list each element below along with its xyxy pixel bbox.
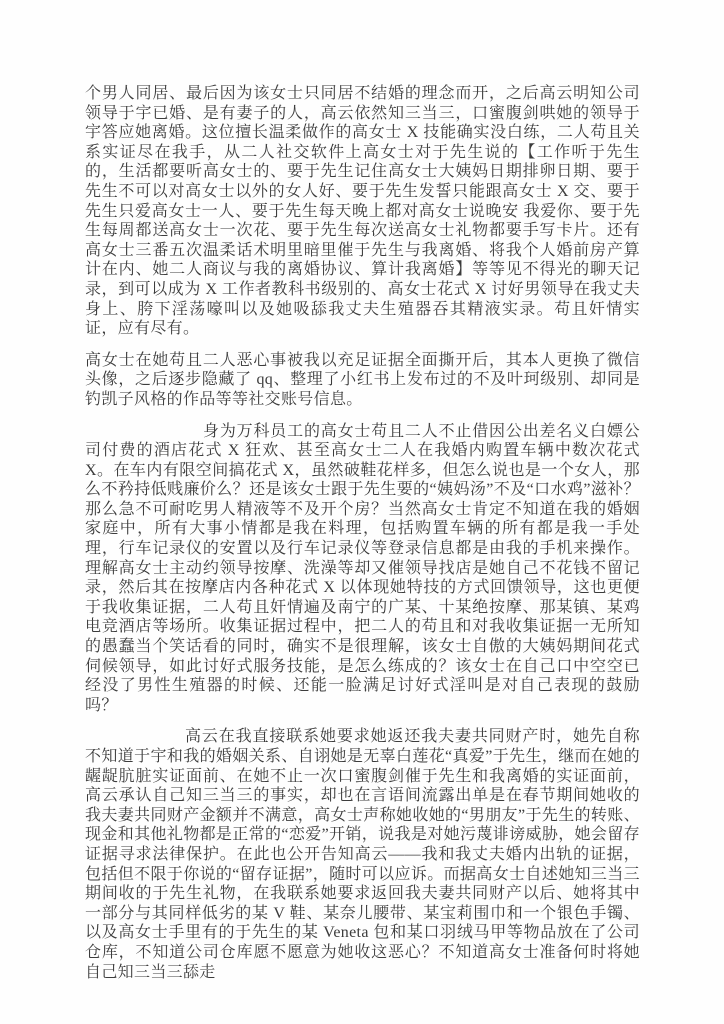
paragraph-3: 身为万科员工的高女士苟且二人不止借因公出差名义白嫖公司付费的酒店花式 X 狂欢、甚至高女士二人在我婚内购置车辆中数次花式 X。在车内有限空间搞花式 X，虽然破鞋花样多，但怎么说也是一个女人，那么不矜持低贱廉价么？还是该女士跟于先生要的“姨妈汤”不及“口水鸡”滋补？那么急不可耐吃男人精液等不及开个房？当然高女士肯定不知道在我的婚姻家庭中，所有大事小情都是我在料理，包括购置车辆的所有都是我一手处理，行车记录仪的安置以及行车记录仪等登录信息都是由我的手机来操作。理解高女士主动约领导按摩、洗澡等却又催领导找店是她自己不花钱不留记录，然后其在按摩店内各种花式 X 以体现她特技的方式回馈领导，这也更便于我收集证据，二人苟且奸情遍及南宁的广某、十某绝按摩、那某镇、某鸡电竞酒店等场所。收集证据过程中，把二人的苟且和对我收集证据一无所知的愚蠢当个笑话看的同时，确实不是很理解，该女士自傲的大姨妈期间花式伺候领导，如此讨好式服务技能，是怎么练成的？该女士在自己口中空空已经没了男性生殖器的时候、还能一脸满足讨好式淫叫是对自己表现的鼓励吗？ — [85, 422, 640, 714]
document-text-block — [85, 84, 640, 982]
paragraph-2: 高女士在她苟且二人恶心事被我以充足证据全面撕开后，其本人更换了微信头像，之后逐步隐藏了 qq、整理了小红书上发布过的不及叶珂级别、却同是钓凯子风格的作品等等社交账号信息。 — [85, 351, 640, 408]
paragraph-4: 高云在我直接联系她要求她返还我夫妻共同财产时，她先自称不知道于宇和我的婚姻关系、自诩她是无辜白莲花“真爱”于先生，继而在她的龌龊肮脏实证面前、在她不止一次口蜜腹剑催于先生和我离婚的实证面前，高云承认自己知三当三的事实，却也在言语间流露出单是在春节期间她收的我夫妻共同财产金额并不满意，高女士声称她收她的“男朋友”于先生的转账、现金和其他礼物都是正常的“恋爱”开销，说我是对她污蔑诽谤威胁，她会留存证据寻求法律保护。在此也公开告知高云——我和我丈夫婚内出轨的证据，包括但不限于你说的“留存证据”，随时可以应诉。而据高女士自述她知三当三期间收的于先生礼物，在我联系她要求返回我夫妻共同财产以后、她将其中一部分与其同样低劣的某 V 鞋、某奈儿腰带、某宝莉围巾和一个银色手镯、以及高女士手里有的于先生的某 Veneta 包和某口羽绒马甲等物品放在了公司仓库，不知道公司仓库愿不愿意为她收这恶心？不知道高女士准备何时将她自己知三当三舔走 — [85, 728, 640, 981]
paragraph-1: 个男人同居、最后因为该女士只同居不结婚的理念而开，之后高云明知公司领导于宇已婚、是有妻子的人，高云依然知三当三，口蜜腹剑哄她的领导于宇答应她离婚。这位擅长温柔做作的高女士 X 技能确实没白练，二人苟且关系实证尽在我手，从二人社交软件上高女士对于先生说的【工作听于先生的，生活都要听高女士的、要于先生记住高女士大姨妈日期排卵日期、要于先生不可以对高女士以外的女人好、要于先生发誓只能跟高女士 X 交、要于先生只爱高女士一人、要于先生每天晚上都对高女士说晚安 我爱你、要于先生每周都送高女士一次花、要于先生每次送高女士礼物都要手写卡片。还有高女士三番五次温柔话术明里暗里催于先生与我离婚、将我个人婚前房产算计在内、她二人商议与我的离婚协议、算计我离婚】等等见不得光的聊天记录，到可以成为 X 工作者教科书级别的、高女士花式 X 讨好男领导在我丈夫身上、胯下淫荡嚎叫以及她吸舔我丈夫生殖器吞其精液实录。苟且奸情实证，应有尽有。 — [85, 85, 640, 338]
